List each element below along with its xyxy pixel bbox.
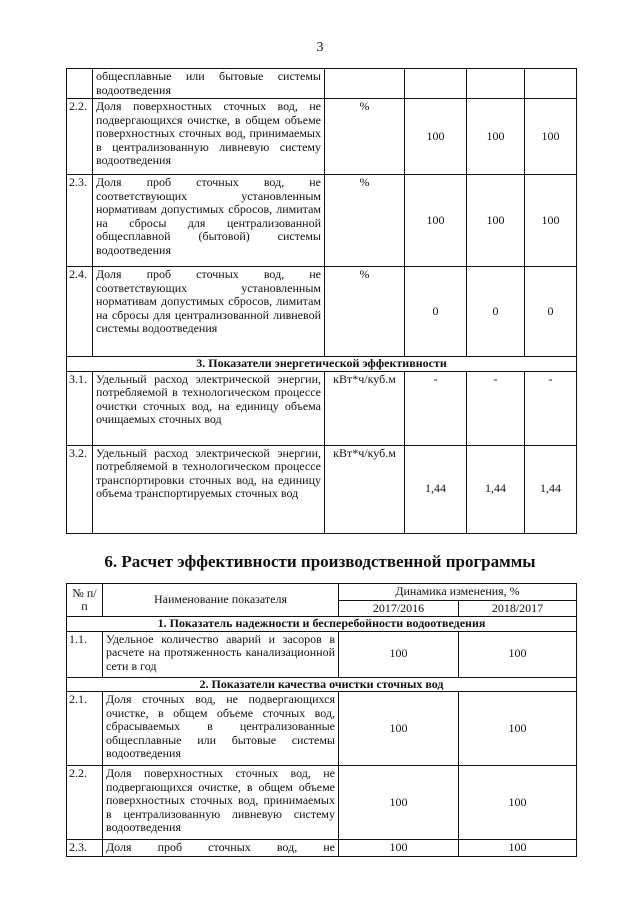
- section-title: 1. Показатель надежности и бесперебойности водоотведения: [67, 617, 577, 632]
- row-value: 100: [405, 99, 467, 175]
- row-value: [525, 69, 577, 99]
- row-index: 2.3.: [67, 840, 103, 857]
- header-col-1: 2017/2016: [339, 600, 459, 617]
- row-value: -: [525, 371, 577, 445]
- table-row: [67, 766, 577, 840]
- row-value: 100: [339, 840, 459, 857]
- section-header-row: [67, 357, 577, 372]
- efficiency-table: [66, 583, 577, 857]
- section-title: 3. Показатели энергетической эффективности: [67, 357, 577, 372]
- header-col-2: 2018/2017: [459, 600, 577, 617]
- row-index: 3.2.: [67, 445, 93, 533]
- row-description: Удельное количество аварий и засоров в расчете на протяженность канализационной сети в год: [103, 631, 339, 677]
- row-value: 1,44: [405, 445, 467, 533]
- row-value: 100: [459, 631, 577, 677]
- table-row: [67, 175, 577, 267]
- row-value: -: [405, 371, 467, 445]
- row-value: 100: [339, 692, 459, 766]
- row-description: Удельный расход электрической энергии, потребляемой в технологическом процессе транспортировки сточных вод, на единицу объема транспортируемых сточных вод: [93, 445, 325, 533]
- row-value: 100: [467, 99, 525, 175]
- section-header-row: [67, 677, 577, 692]
- row-unit: %: [325, 175, 405, 267]
- row-value: 100: [339, 631, 459, 677]
- row-unit: кВт*ч/куб.м: [325, 445, 405, 533]
- row-description: общесплавные или бытовые системы водоотведения: [93, 69, 325, 99]
- row-value: 100: [459, 840, 577, 857]
- table-row: [67, 99, 577, 175]
- row-index: 2.3.: [67, 175, 93, 267]
- row-unit: кВт*ч/куб.м: [325, 371, 405, 445]
- row-value: 0: [467, 267, 525, 357]
- row-value: [405, 69, 467, 99]
- page-number: 3: [316, 40, 324, 55]
- header-row: [67, 584, 577, 601]
- row-description: Доля проб сточных вод, не: [103, 840, 339, 857]
- table-row: [67, 371, 577, 445]
- row-value: 0: [525, 267, 577, 357]
- row-description: Доля поверхностных сточных вод, не подвергающихся очистке, в общем объеме поверхностных сточных вод, принимаемых в централизованную ливневую систему водоотведения: [93, 99, 325, 175]
- row-index: 3.1.: [67, 371, 93, 445]
- row-value: 1,44: [525, 445, 577, 533]
- row-unit: %: [325, 99, 405, 175]
- row-value: 100: [525, 175, 577, 267]
- row-value: 0: [405, 267, 467, 357]
- row-value: 100: [459, 766, 577, 840]
- row-index: 1.1.: [67, 631, 103, 677]
- header-dynamics: Динамика изменения, %: [339, 584, 577, 601]
- row-description: Доля проб сточных вод, не соответствующих установленным нормативам допустимых сбросов, лимитам на сбросы для централизованной ливневой системы водоотведения: [93, 267, 325, 357]
- row-value: 100: [459, 692, 577, 766]
- row-value: [467, 69, 525, 99]
- row-index: [67, 69, 93, 99]
- indicators-table: [66, 68, 577, 534]
- table-row: [67, 840, 577, 857]
- table-row: [67, 69, 577, 99]
- row-unit: [325, 69, 405, 99]
- row-description: Удельный расход электрической энергии, потребляемой в технологическом процессе очистки сточных вод, на единицу объема очищаемых сточных вод: [93, 371, 325, 445]
- table-row: [67, 631, 577, 677]
- table-row: [67, 692, 577, 766]
- row-value: 100: [467, 175, 525, 267]
- row-description: Доля поверхностных сточных вод, не подвергающихся очистке, в общем объеме поверхностных сточных вод, принимаемых в централизованную ливневую систему водоотведения: [103, 766, 339, 840]
- row-value: 100: [525, 99, 577, 175]
- section-header-row: [67, 617, 577, 632]
- row-index: 2.1.: [67, 692, 103, 766]
- row-value: -: [467, 371, 525, 445]
- header-num: № п/п: [67, 584, 103, 617]
- row-value: 1,44: [467, 445, 525, 533]
- table-row: [67, 267, 577, 357]
- row-index: 2.4.: [67, 267, 93, 357]
- row-value: 100: [405, 175, 467, 267]
- row-unit: %: [325, 267, 405, 357]
- section-6-title: 6. Расчет эффективности производственной программы: [104, 552, 536, 571]
- table-row: [67, 445, 577, 533]
- row-index: 2.2.: [67, 766, 103, 840]
- row-index: 2.2.: [67, 99, 93, 175]
- row-description: Доля проб сточных вод, не соответствующих установленным нормативам допустимых сбросов, лимитам на сбросы для централизованной общесплавной (бытовой) системы водоотведения: [93, 175, 325, 267]
- header-name: Наименование показателя: [103, 584, 339, 617]
- section-title: 2. Показатели качества очистки сточных вод: [67, 677, 577, 692]
- row-description: Доля сточных вод, не подвергающихся очистке, в общем объеме сточных вод, сбрасываемых в централизованные общесплавные или бытовые системы водоотведения: [103, 692, 339, 766]
- row-value: 100: [339, 766, 459, 840]
